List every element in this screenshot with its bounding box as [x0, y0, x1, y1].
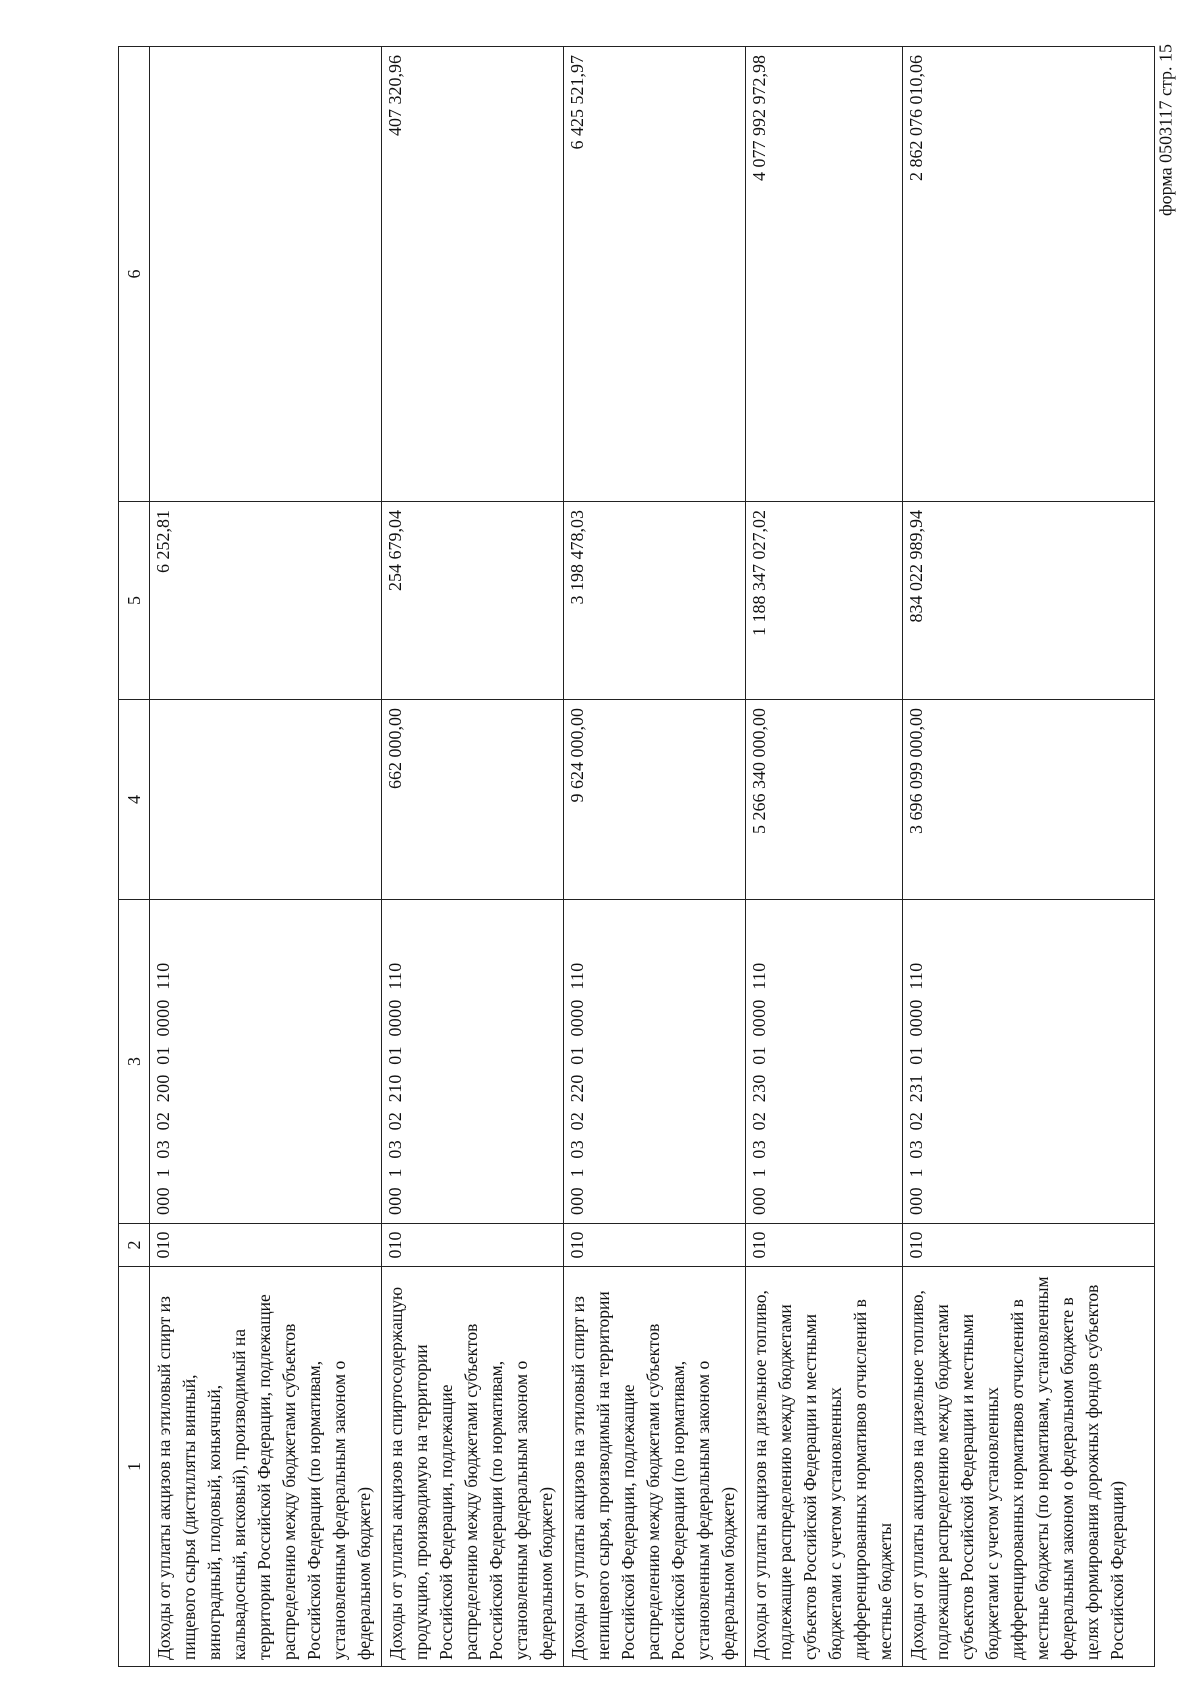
column-number: 2 — [119, 1224, 150, 1267]
rotated-table-container — [118, 47, 1127, 1667]
row-description: Доходы от уплаты акцизов на этиловый спирт из непищевого сырья, производимый на территории Российской Федерации, подлежащие распределению между бюджетами субъектов Российской Федерации (по нормативам, установленным федеральным законом о федеральном бюджете) — [564, 1267, 746, 1667]
unexecuted-amount: 6 425 521,97 — [564, 47, 746, 502]
table-row — [564, 47, 746, 1667]
column-number: 5 — [119, 502, 150, 700]
row-description: Доходы от уплаты акцизов на дизельное топливо, подлежащие распределению между бюджетами субъектов Российской Федерации и местными бюджетами с учетом установленных дифференцированных нормативов отчислений в местные бюджеты (по нормативам, установленным федеральным законом о федеральном бюджете в целях формирования дорожных фондов субъектов Российской Федерации) — [903, 1267, 1155, 1667]
unexecuted-amount: 4 077 992 972,98 — [746, 47, 903, 502]
column-number: 1 — [119, 1267, 150, 1667]
line-code: 010 — [564, 1224, 746, 1267]
line-code: 010 — [746, 1224, 903, 1267]
executed-amount: 3 198 478,03 — [564, 502, 746, 700]
approved-amount: 3 696 099 000,00 — [903, 700, 1155, 900]
budget-classification-code: 000 1 03 02 230 01 0000 110 — [746, 900, 903, 1224]
table-row — [150, 47, 382, 1667]
budget-classification-code: 000 1 03 02 210 01 0000 110 — [382, 900, 564, 1224]
executed-amount: 254 679,04 — [382, 502, 564, 700]
row-description: Доходы от уплаты акцизов на дизельное топливо, подлежащие распределению между бюджетами субъектов Российской Федерации и местными бюджетами с учетом установленных дифференцированных нормативов отчислений в местные бюджеты — [746, 1267, 903, 1667]
column-number: 3 — [119, 900, 150, 1224]
table-row — [903, 47, 1155, 1667]
approved-amount: 5 266 340 000,00 — [746, 700, 903, 900]
line-code: 010 — [903, 1224, 1155, 1267]
unexecuted-amount: 407 320,96 — [382, 47, 564, 502]
form-label: форма 0503117 стр. 15 — [1155, 43, 1176, 217]
approved-amount: 9 624 000,00 — [564, 700, 746, 900]
unexecuted-amount: 2 862 076 010,06 — [903, 47, 1155, 502]
table-row — [382, 47, 564, 1667]
executed-amount: 834 022 989,94 — [903, 502, 1155, 700]
column-number-row — [119, 47, 150, 1667]
row-description: Доходы от уплаты акцизов на спиртосодержащую продукцию, производимую на территории Российской Федерации, подлежащие распределению между бюджетами субъектов Российской Федерации (по нормативам, установленным федеральным законом о федеральном бюджете) — [382, 1267, 564, 1667]
approved-amount — [150, 700, 382, 900]
budget-classification-code: 000 1 03 02 200 01 0000 110 — [150, 900, 382, 1224]
table-row — [746, 47, 903, 1667]
approved-amount: 662 000,00 — [382, 700, 564, 900]
budget-classification-code: 000 1 03 02 220 01 0000 110 — [564, 900, 746, 1224]
executed-amount: 6 252,81 — [150, 502, 382, 700]
line-code: 010 — [382, 1224, 564, 1267]
row-description: Доходы от уплаты акцизов на этиловый спирт из пищевого сырья (дистилляты винный, виноградный, плодовый, коньячный, кальвадосный, висковый), производимый на территории Российской Федерации, подлежащие распределению между бюджетами субъектов Российской Федерации (по нормативам, установленным федеральным законом о федеральном бюджете) — [150, 1267, 382, 1667]
income-report-table — [118, 46, 1155, 1667]
unexecuted-amount — [150, 47, 382, 502]
budget-classification-code: 000 1 03 02 231 01 0000 110 — [903, 900, 1155, 1224]
column-number: 6 — [119, 47, 150, 502]
column-number: 4 — [119, 700, 150, 900]
executed-amount: 1 188 347 027,02 — [746, 502, 903, 700]
line-code: 010 — [150, 1224, 382, 1267]
